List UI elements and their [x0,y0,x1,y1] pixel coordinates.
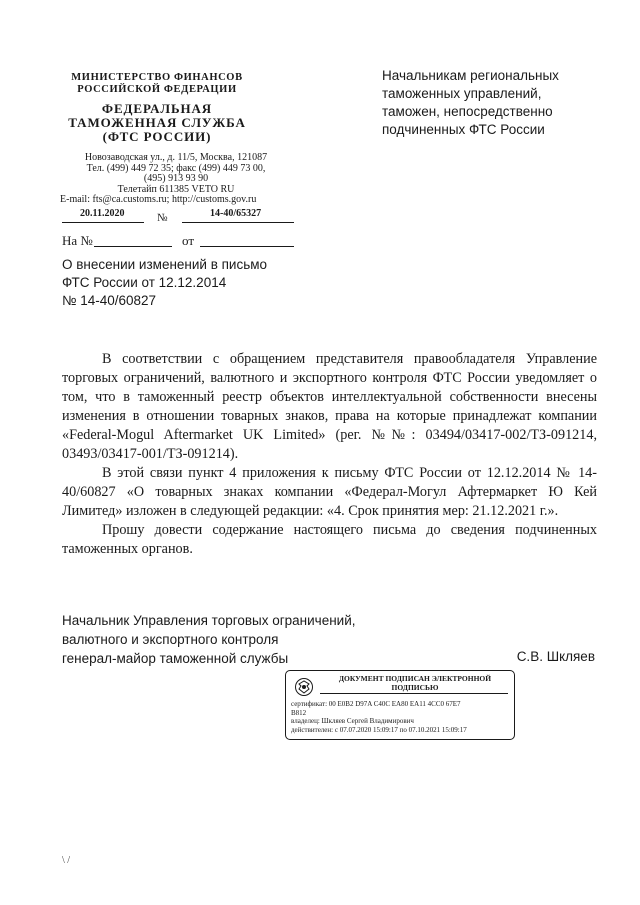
stamp-title-line-2: ПОДПИСЬЮ [391,683,439,692]
ministry-line-2: РОССИЙСКОЙ ФЕДЕРАЦИИ [77,84,237,95]
stamp-certificate-2: B812 [291,708,307,717]
body-paragraph-2: В этой связи пункт 4 приложения к письму ФТС России от 12.12.2014 № 14-40/60827 «О товарных знаках компании «Федерал-Могул Афтермаркет Ю Кей Лимитед» изложен в следующей редакции: «4. Срок принятия мер: 21.12.2021 г.». [62,465,597,519]
subject-line-3: № 14-40/60827 [62,293,157,308]
reference-date-label: от [182,233,195,248]
stamp-title-line-1: ДОКУМЕНТ ПОДПИСАН ЭЛЕКТРОННОЙ [338,674,492,683]
subject-line-1: О внесении изменений в письмо [62,257,268,272]
ministry-line-1: МИНИСТЕРСТВО ФИНАНСОВ [71,72,243,83]
signatory-line-3: генерал-майор таможенной службы [62,651,289,666]
body-paragraph-1: В соответствии с обращением представителя правообладателя Управление торговых ограничений, валютного и экспортного контроля ФТС России уведомляет о том, что в таможенный реестр объектов интеллектуальной собственности внесены изменения в отношении товарных знаков, права на которые принадлежат компании «Federal-Mogul Aftermarket UK Limited» (рег. №№: 03494/03417-002/ТЗ-091214, 03493/03417-001/ТЗ-091214). [62,351,597,462]
stamp-owner: владелец: Шкляев Сергей Владимирович [291,717,414,725]
registration-date: 20.11.2020 [80,208,125,219]
registration-number-sign: № [157,212,168,224]
sender-phone-2: (495) 913 93 90 [143,173,209,184]
signatory-name: С.В. Шкляев [516,649,595,664]
sender-phone: Тел. (499) 449 72 35; факс (499) 449 73 00, [86,162,266,174]
footer-marks: \ / [62,855,71,866]
sender-contacts [60,153,292,206]
sender-address: Новозаводская ул., д. 11/5, Москва, 121087 [84,152,268,163]
addressee-line-2: таможенных управлений, [382,86,542,101]
registration-number: 14-40/65327 [210,208,262,219]
stamp-certificate: сертификат: 00 E0B2 D97A C40C EA80 EA11 4CC0 67E7 [291,700,461,708]
signatory-title [62,611,402,668]
stamp-validity: действителен: с 07.07.2020 15:09:17 по 07.10.2021 15:09:17 [291,725,467,734]
service-line-1: ФЕДЕРАЛЬНАЯ [101,101,213,116]
sender-header [62,72,252,144]
body-paragraph-3: Прошу довести содержание настоящего письма до сведения подчиненных таможенных органов. [62,522,597,557]
subject-block [62,256,322,310]
addressee-line-3: таможен, непосредственно [382,104,553,119]
reference-number-label: На № [62,233,93,248]
service-line-2: ТАМОЖЕННАЯ СЛУЖБА [68,115,246,130]
stamp-title [320,674,510,692]
sender-email: E-mail: fts@ca.customs.ru; http://customs.gov.ru [60,194,257,205]
registration-line [62,207,294,229]
sender-telex: Телетайп 611385 VETO RU [117,183,235,195]
emblem-icon [294,677,314,697]
service-line-3: (ФТС РОССИИ) [102,129,212,144]
electronic-signature-stamp [285,670,515,740]
addressee-block [382,67,582,139]
signatory-line-2: валютного и экспортного контроля [62,632,279,647]
signatory-line-1: Начальник Управления торговых ограничений, [62,613,356,628]
addressee-line-1: Начальникам региональных [382,68,559,83]
letter-body [62,350,597,559]
addressee-line-4: подчиненных ФТС России [382,122,545,137]
subject-line-2: ФТС России от 12.12.2014 [62,275,227,290]
